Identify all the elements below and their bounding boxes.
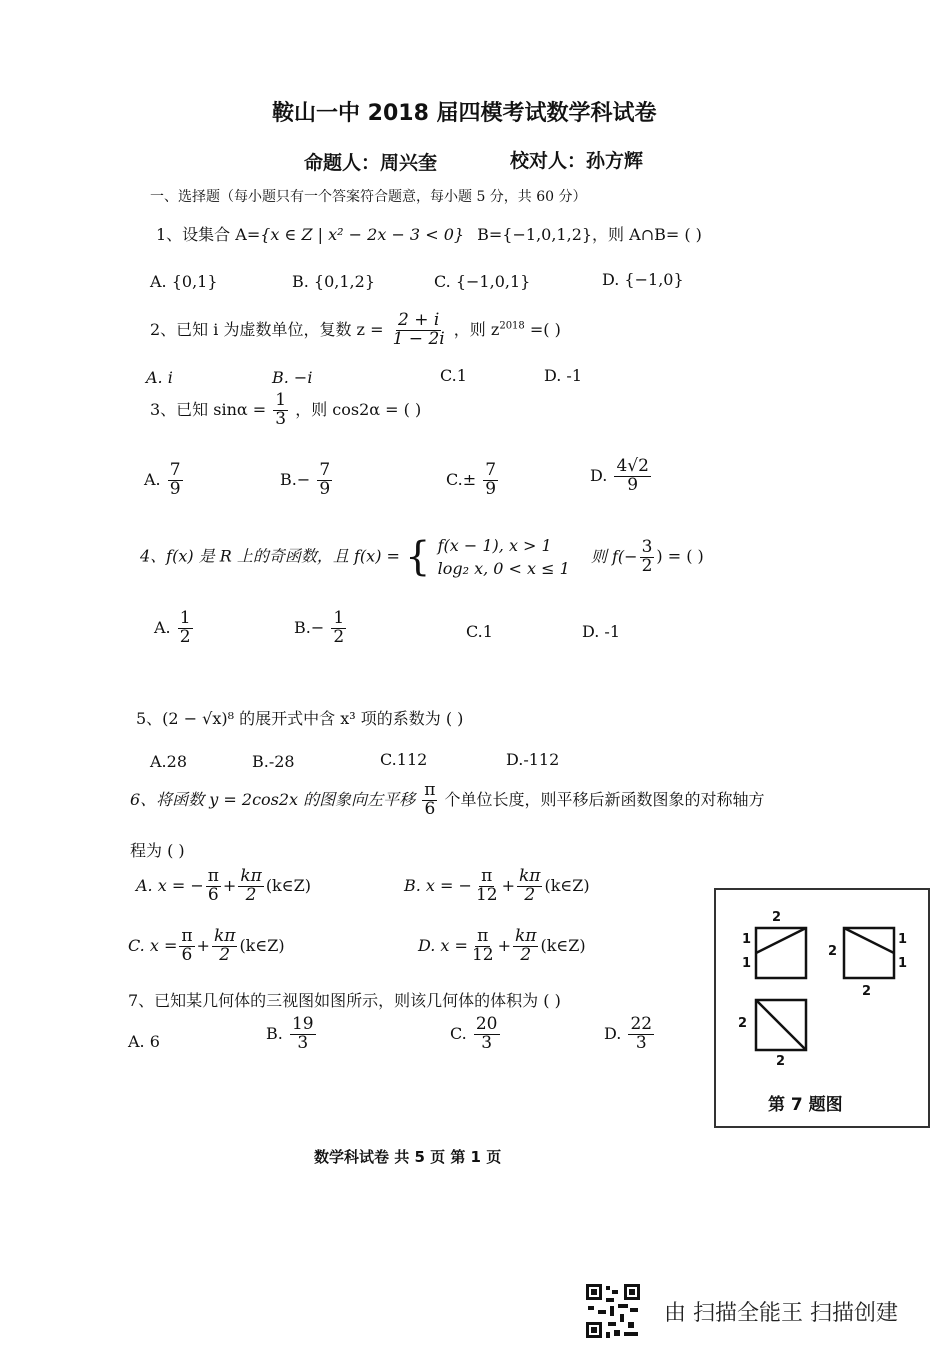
q2-fraction — [391, 312, 447, 349]
q4-case-1: f(x − 1), x > 1 — [437, 536, 552, 555]
q6-option-d-d2: 2 — [520, 944, 532, 965]
q7-option-a: A. 6 — [128, 1032, 160, 1051]
q3-option-a — [144, 462, 185, 499]
q6-option-b-frac1 — [474, 868, 500, 905]
q5-option-d: D.-112 — [506, 750, 560, 769]
q6-option-d-tail: (k∈Z) — [540, 935, 586, 955]
q6-option-b-frac2 — [517, 868, 542, 905]
q3-option-d-label: D. — [590, 465, 608, 485]
fig-label-bottom-bottom: 2 — [776, 1054, 786, 1069]
q6-option-a: A. x = − $\frac{\pi}{6}$ + $\frac{k\pi}{2}$ (k∈Z) — [136, 866, 311, 905]
q7-option-c-num: 20 — [475, 1014, 498, 1034]
page-title: 鞍山一中 2018 届四模考试数学科试卷 — [272, 101, 657, 126]
q7-option-d-frac — [628, 1016, 654, 1053]
q6-option-d: D. x = $\frac{\pi}{12}$ + $\frac{k\pi}{2}$ (k∈Z) — [418, 926, 586, 965]
q7-option-b — [266, 1016, 318, 1053]
front-view-square — [756, 928, 806, 978]
q2-option-a: A. i — [146, 368, 173, 387]
fig-label-left2: 1 — [742, 956, 752, 971]
side-view — [844, 928, 894, 978]
front-view-diagonal — [756, 928, 806, 953]
q4-prefix: 4、f(x) 是 R 上的奇函数，且 f(x) = — [140, 546, 400, 566]
q6-num: π — [424, 780, 436, 800]
q4-option-b-den: 2 — [333, 626, 345, 647]
q6-line1b: 个单位长度，则平移后新函数图象的对称轴方 — [444, 789, 765, 809]
q1-set-b: B={−1,0,1,2} — [477, 225, 593, 244]
q6-option-b-d1: 12 — [475, 884, 498, 905]
q6-option-c-label: C. x = — [128, 935, 178, 955]
q6-option-b-n1: π — [481, 866, 493, 886]
q3-option-a-den: 9 — [169, 478, 181, 499]
q3-fraction — [273, 392, 288, 429]
q6-option-b-d2: 2 — [524, 884, 536, 905]
q4-fraction — [640, 536, 655, 576]
q4-option-a — [154, 610, 195, 647]
q3-option-c-num: 7 — [485, 460, 497, 480]
q6-option-d-label: D. x = — [418, 935, 468, 955]
q4-case-2: log₂ x, 0 < x ≤ 1 — [437, 559, 570, 579]
q6-option-d-frac1 — [470, 928, 496, 965]
q3-option-a-label: A. — [144, 469, 161, 489]
q6-option-c-n2: kπ — [213, 926, 236, 946]
front-view — [756, 928, 806, 978]
question-7: 7、已知某几何体的三视图如图所示，则该几何体的体积为 ( ) — [128, 991, 561, 1010]
scanner-watermark: 由 扫描全能王 扫描创建 — [664, 1301, 898, 1326]
section-header: 一、选择题（每小题只有一个答案符合题意，每小题 5 分，共 60 分） — [150, 189, 587, 205]
q4-option-a-frac — [178, 610, 193, 647]
qr-code-graphic — [584, 1282, 642, 1340]
fig-label-side-r2: 1 — [898, 956, 908, 971]
q2-ask: ，则 z — [453, 319, 500, 339]
q1-ask: ，则 A∩B= ( ) — [592, 225, 702, 244]
q6-den: 6 — [424, 798, 436, 819]
q4-option-a-label: A. — [154, 617, 171, 637]
q4-num: 3 — [641, 536, 653, 557]
q1-prefix: 1、设集合 A= — [156, 225, 261, 244]
q6-option-d-n2: kπ — [515, 926, 537, 946]
q7-option-c-label: C. — [450, 1023, 467, 1043]
q3-ask: ，则 cos2α = ( ) — [295, 399, 422, 419]
q7-option-d — [604, 1016, 656, 1053]
q1-option-b: B. {0,1,2} — [292, 272, 375, 291]
q4-brace: { — [405, 534, 431, 581]
q1-option-c: C. {−1,0,1} — [434, 272, 531, 291]
q6-option-a-label: A. x = − — [136, 875, 204, 895]
q3-option-c-frac — [483, 462, 498, 499]
q3-option-b-den: 9 — [319, 478, 331, 499]
q3-option-d-num: 4√2 — [616, 456, 649, 476]
q5-option-a: A.28 — [150, 752, 187, 771]
q7-option-b-num: 19 — [291, 1014, 314, 1034]
q6-option-d-frac2 — [513, 928, 538, 965]
q6-option-a-d2: 2 — [245, 884, 257, 905]
q4-tail: ) = ( ) — [656, 546, 704, 566]
q4-option-d: D. -1 — [582, 622, 621, 641]
q3-option-b-frac — [317, 462, 332, 499]
top-view — [756, 1000, 806, 1050]
q6-option-c-d1: 6 — [181, 944, 193, 965]
q3-option-d — [590, 458, 653, 495]
q6-line2: 程为 ( ) — [130, 841, 185, 860]
fig-label-side-r1: 1 — [898, 932, 908, 947]
q7-option-c-frac — [474, 1016, 500, 1053]
q4-cases — [438, 534, 570, 580]
q5-option-b: B.-28 — [252, 752, 295, 771]
q4-option-a-den: 2 — [179, 626, 191, 647]
q7-option-c-den: 3 — [481, 1032, 493, 1053]
q6-option-a-frac1 — [206, 868, 221, 905]
question-2 — [150, 312, 561, 349]
page-footer: 数学科试卷 共 5 页 第 1 页 — [314, 1148, 502, 1166]
q4-option-b-label: B. — [294, 617, 311, 637]
q4-option-b-frac — [331, 610, 346, 647]
fig-label-left1: 1 — [742, 932, 752, 947]
q6-line1a: 6、将函数 y = 2cos2x 的图象向左平移 — [130, 789, 416, 809]
q6-fraction — [422, 782, 437, 819]
figure-three-views — [714, 888, 930, 1128]
question-5: 5、(2 − √x)⁸ 的展开式中含 x³ 项的系数为 ( ) — [136, 709, 464, 728]
q2-den: 1 − 2i — [392, 328, 445, 349]
q2-option-d: D. -1 — [544, 366, 583, 385]
q7-option-d-den: 3 — [635, 1032, 647, 1053]
side-view-diagonal — [844, 928, 894, 953]
q6-option-c-n1: π — [181, 926, 193, 946]
q2-option-b: B. −i — [272, 368, 313, 387]
q2-num: 2 + i — [397, 310, 440, 330]
q6-option-a-d1: 6 — [207, 884, 219, 905]
q4-ask: 则 f(− — [590, 546, 638, 566]
q6-option-a-frac2 — [238, 868, 263, 905]
q2-prefix: 2、已知 i 为虚数单位，复数 z = — [150, 319, 384, 339]
q4-option-a-num: 1 — [179, 608, 191, 628]
q6-option-d-d1: 12 — [471, 944, 494, 965]
q5-option-c: C.112 — [380, 750, 428, 769]
q1-option-a: A. {0,1} — [150, 272, 218, 291]
q1-option-d: D. {−1,0} — [602, 270, 684, 289]
q3-option-b-label: B. — [280, 469, 297, 489]
q3-option-d-den: 9 — [627, 474, 639, 495]
checker-line: 校对人：孙方辉 — [510, 150, 644, 172]
q7-option-b-frac — [290, 1016, 316, 1053]
q2-exponent: 2018 — [499, 320, 525, 332]
q6-option-a-n2: kπ — [240, 866, 262, 886]
q7-option-b-label: B. — [266, 1023, 283, 1043]
figure-caption: 第 7 题图 — [768, 1095, 843, 1115]
q6-option-a-tail: (k∈Z) — [265, 875, 311, 895]
fig-label-bottom-left: 2 — [738, 1016, 748, 1031]
q6-option-b-label: B. x = − — [404, 875, 472, 895]
q4-option-b-num: 1 — [333, 608, 345, 628]
q3-option-b-num: 7 — [319, 460, 331, 480]
q3-den: 3 — [275, 408, 287, 429]
q3-num: 1 — [275, 390, 287, 410]
top-view-diagonal — [756, 1000, 806, 1050]
q7-option-c — [450, 1016, 502, 1053]
q7-option-d-label: D. — [604, 1023, 622, 1043]
q6-option-b-tail: (k∈Z) — [544, 875, 590, 895]
fig-label-side-left: 2 — [828, 944, 838, 959]
q4-den: 2 — [641, 555, 653, 576]
q3-option-b — [280, 462, 334, 499]
q3-option-a-num: 7 — [169, 460, 181, 480]
q3-option-c — [446, 462, 500, 499]
q2-tail: =( ) — [524, 319, 561, 339]
q6-option-c-d2: 2 — [219, 944, 231, 965]
q6-option-d-n1: π — [477, 926, 489, 946]
question-6 — [130, 782, 765, 819]
qr-code-icon — [584, 1282, 642, 1340]
q2-option-c: C.1 — [440, 366, 467, 385]
q4-option-b-sign: − — [310, 617, 325, 637]
q6-option-c-frac1 — [179, 928, 194, 965]
q7-option-b-den: 3 — [297, 1032, 309, 1053]
q7-option-d-num: 22 — [630, 1014, 653, 1034]
q6-option-a-n1: π — [207, 866, 219, 886]
q3-option-c-label: C. — [446, 469, 463, 489]
q6-option-c-frac2 — [212, 928, 237, 965]
q4-option-c: C.1 — [466, 622, 493, 641]
q3-option-a-frac — [168, 462, 183, 499]
question-4 — [140, 534, 704, 580]
q3-option-d-frac — [614, 458, 650, 495]
q6-option-c-tail: (k∈Z) — [239, 935, 285, 955]
author-line: 命题人：周兴奎 — [304, 152, 438, 174]
q3-prefix: 3、已知 sinα = — [150, 399, 267, 419]
q3-option-c-den: 9 — [485, 478, 497, 499]
q3-option-c-sign: ± — [462, 469, 477, 489]
q6-option-b: B. x = − $\frac{\pi}{12}$ + $\frac{k\pi}{2}$ (k∈Z) — [404, 866, 590, 905]
side-view-square — [844, 928, 894, 978]
q3-option-b-sign: − — [296, 469, 311, 489]
question-3 — [150, 392, 421, 429]
fig-label-top: 2 — [772, 910, 782, 925]
question-1 — [156, 222, 702, 245]
q6-option-c: C. x = $\frac{\pi}{6}$ + $\frac{k\pi}{2}$ (k∈Z) — [128, 926, 285, 965]
q1-set-a: {x ∈ Z | x² − 2x − 3 < 0} — [260, 225, 465, 244]
fig-label-side-bottom: 2 — [862, 984, 872, 999]
q6-option-b-n2: kπ — [518, 866, 541, 886]
q4-option-b — [294, 610, 348, 647]
